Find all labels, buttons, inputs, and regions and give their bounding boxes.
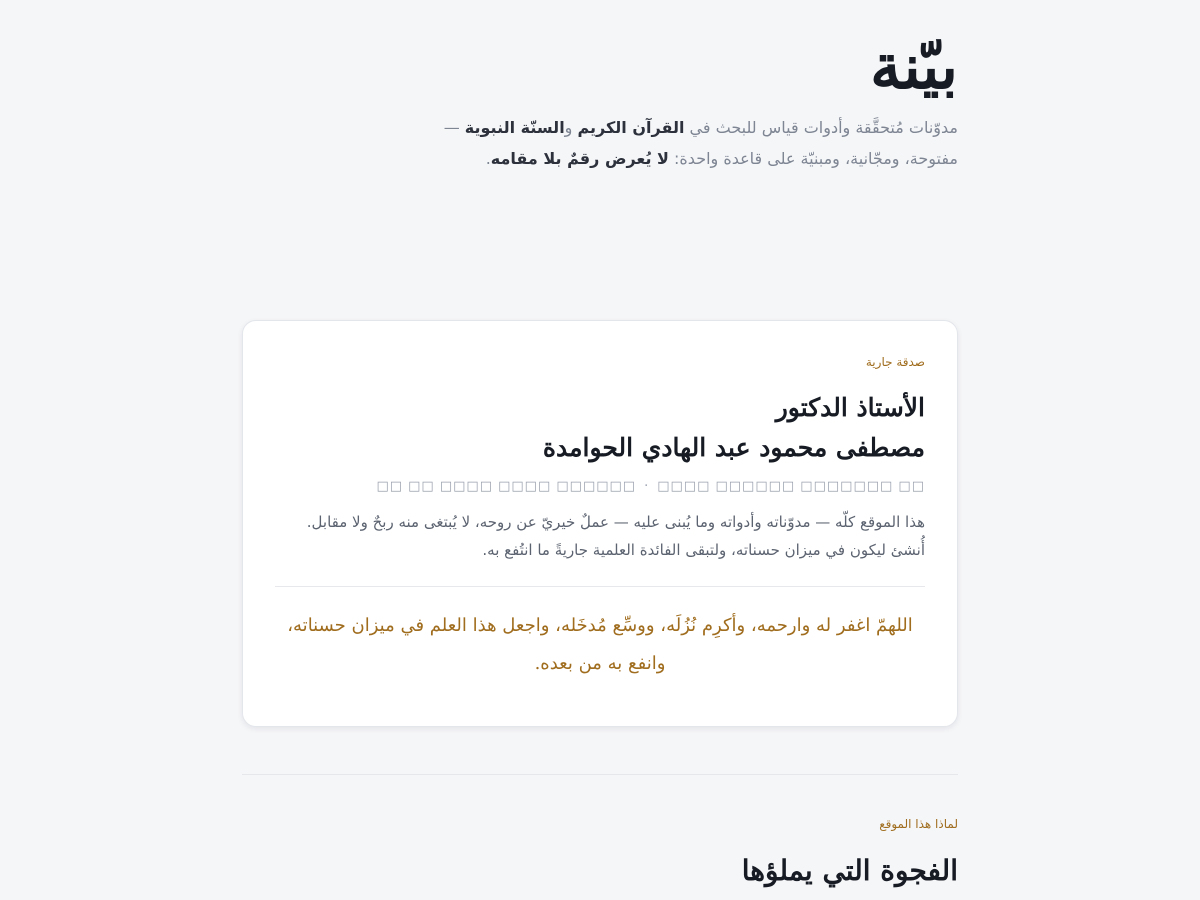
site-logo[interactable]: بيّنة (870, 30, 958, 103)
dedication-body: هذا الموقع كلّه — مدوّناته وأدواته وما يُبنى عليه — عملٌ خيريّ عن روحه، لا يُبتغى منه ربحٌ ولا مقابل. أُنشئ ليكون في ميزان حسناته، ولتبقى الفائدة العلمية جاريةً ما انتُفع به. (306, 513, 925, 559)
dedication-card (242, 320, 958, 727)
site-header (242, 22, 958, 174)
intro-quran: القرآن الكريم (577, 117, 685, 137)
dedication-dates (275, 478, 925, 496)
intro-end: . (485, 148, 491, 168)
intro-text: مدوّنات مُتحقَّقة وأدوات قياس للبحث في (684, 117, 958, 137)
section-divider (242, 774, 958, 775)
intro-sunnah: السنّة النبوية (464, 117, 565, 137)
dates-separator: · (644, 479, 650, 494)
dedication-kicker: صدقة جارية (865, 355, 925, 369)
dedication-divider (275, 586, 925, 587)
why-section (242, 815, 958, 892)
intro-text-2: — مفتوحة، ومجّانية، ومبنيّة على قاعدة واحدة: (443, 117, 958, 168)
site-intro (442, 112, 958, 174)
dedication-title (275, 388, 925, 468)
why-title: الفجوة التي يملؤها (741, 854, 958, 887)
dedication-dates-right: □□□□□□ □□□□ □□□□ □□ □□ (376, 479, 637, 494)
dedication-title-line2: مصطفى محمود عبد الهادي الحوامدة (542, 433, 925, 462)
dedication-title-line1: الأستاذ الدكتور (775, 393, 925, 422)
intro-and: و (564, 117, 578, 137)
intro-rule: لا يُعرض رقمٌ بلا مقامه (490, 148, 669, 168)
why-kicker: لماذا هذا الموقع (879, 817, 958, 831)
dedication-dates-left: □□ □□□□□□□ □□□□□□ □□□□ (657, 479, 925, 494)
dedication-prayer: اللهمّ اغفر له وارحمه، وأكرِم نُزُلَه، ووسِّع مُدخَله، واجعل هذا العلم في ميزان حسناته، وانفع به من بعده. (287, 615, 913, 674)
